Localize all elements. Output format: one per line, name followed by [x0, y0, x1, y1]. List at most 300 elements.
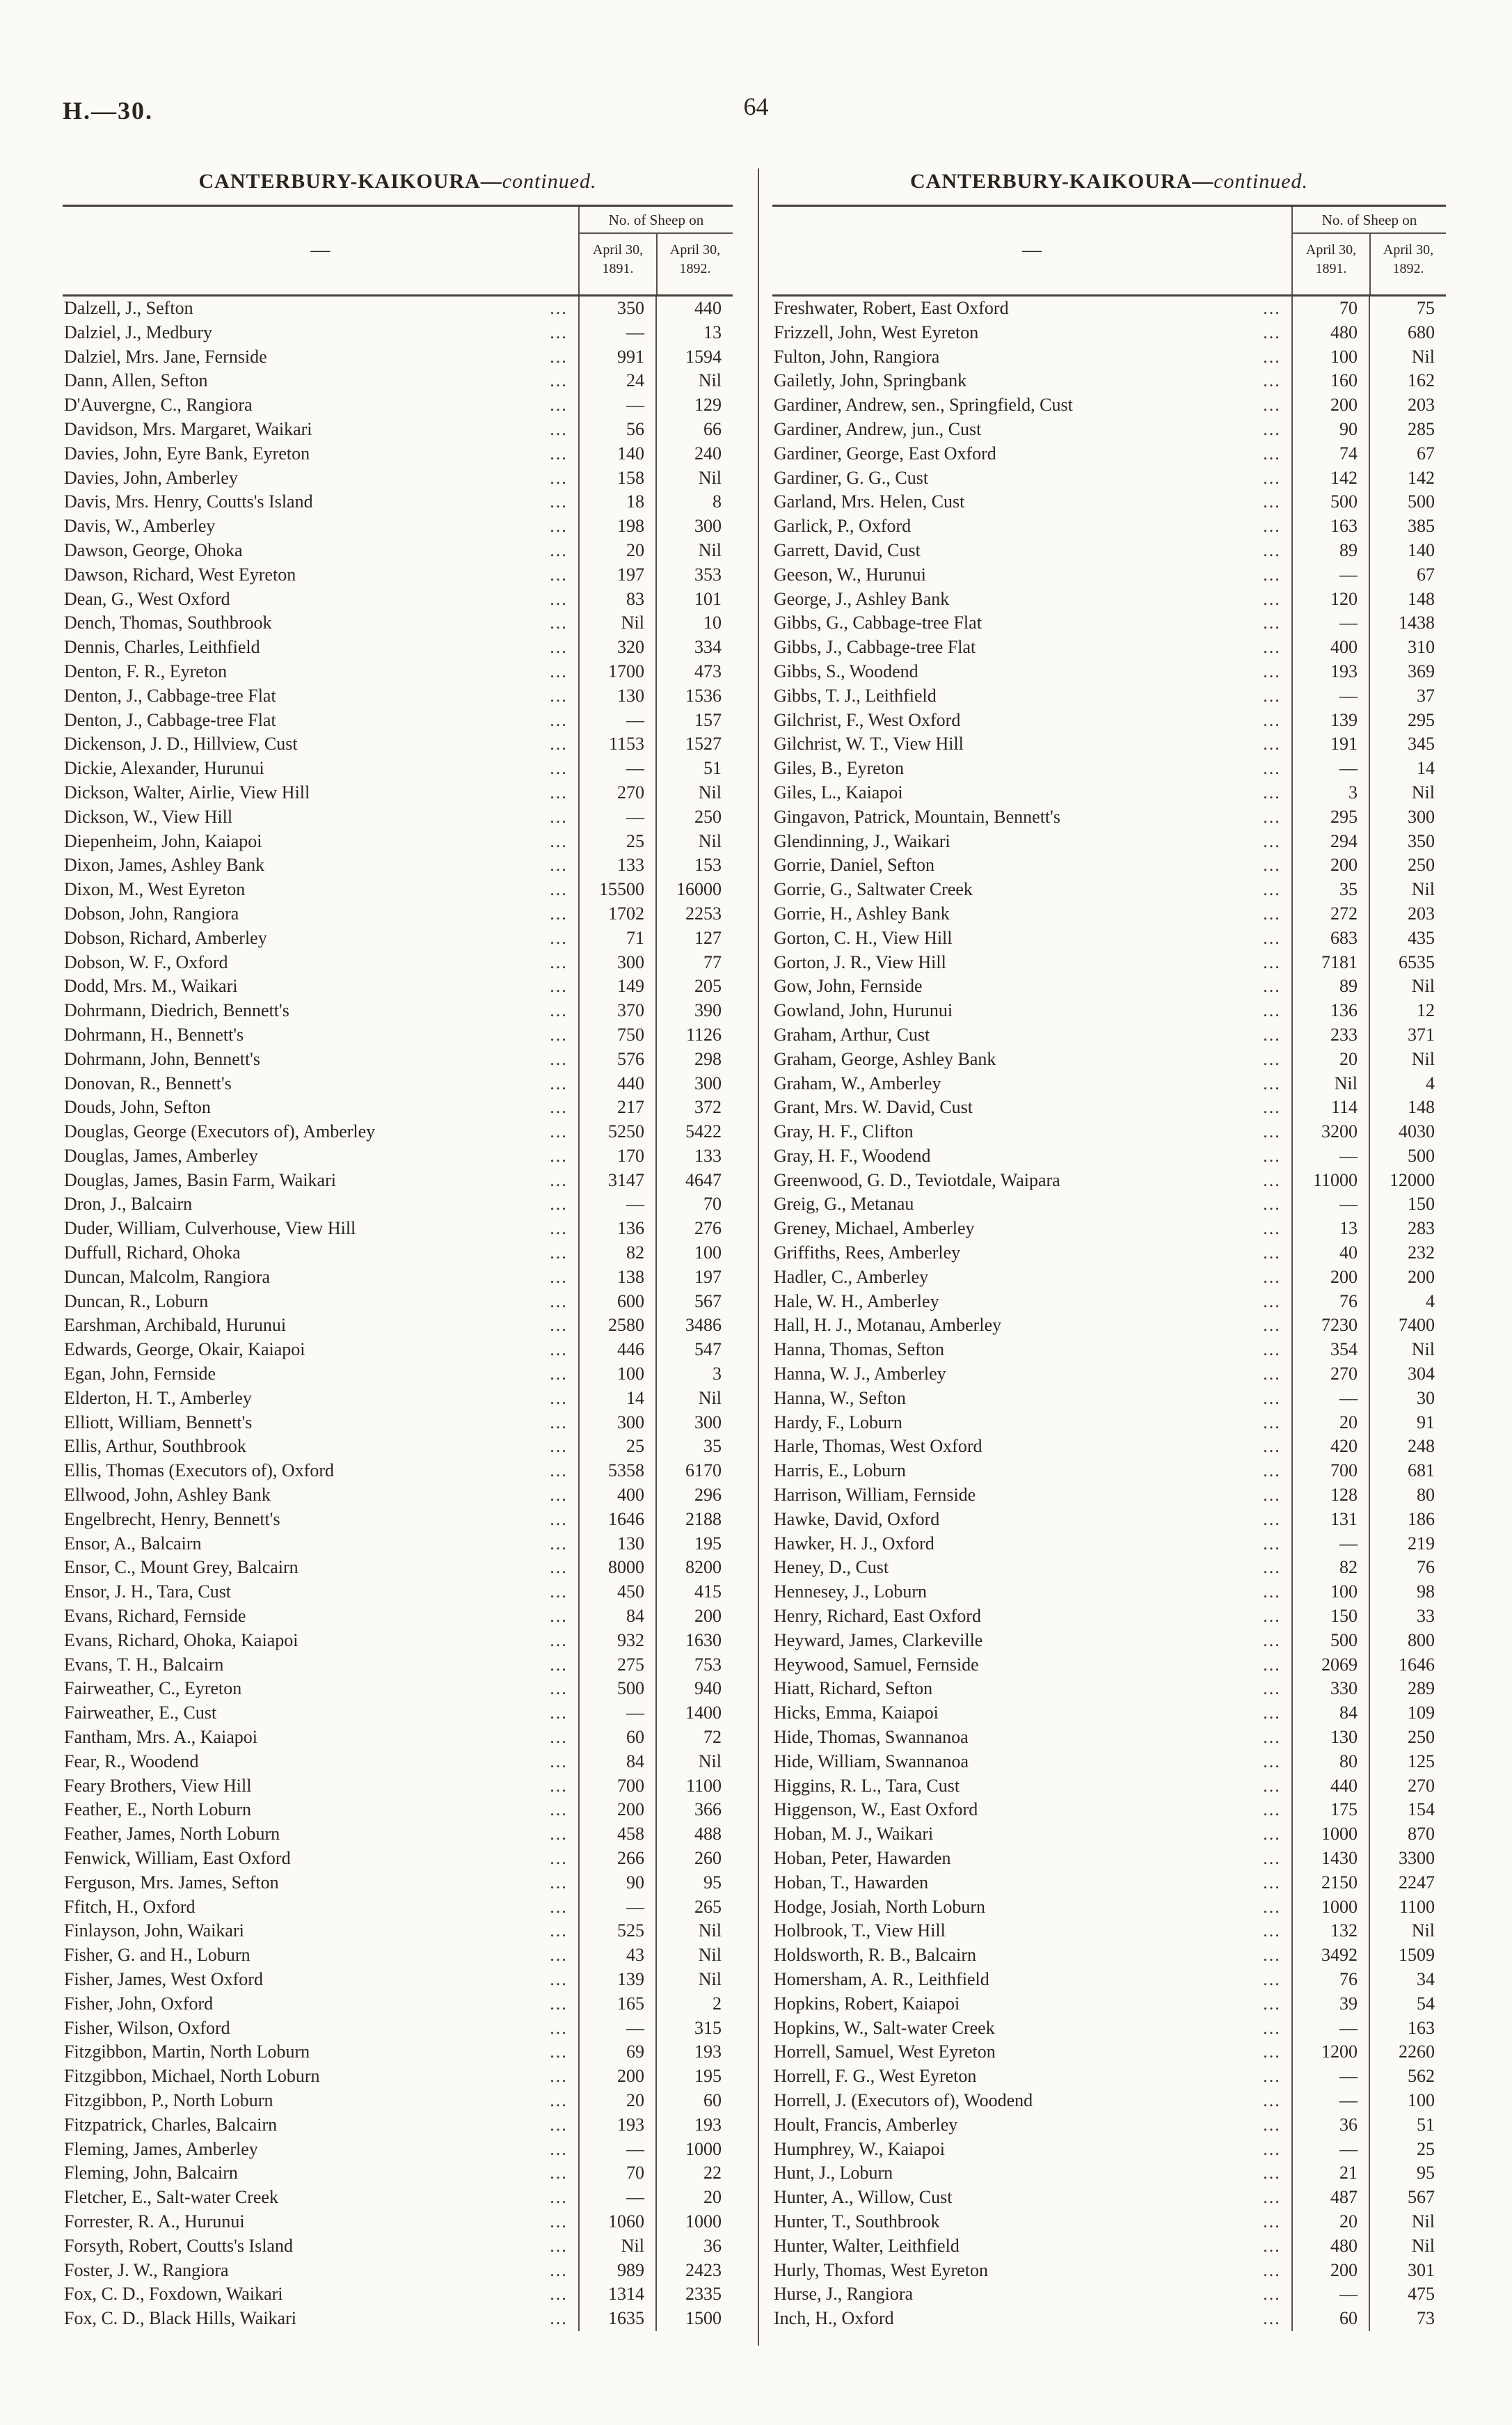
sheep-count-1892: 310: [1369, 635, 1446, 660]
dot-leader: ...: [550, 1824, 568, 1845]
table-row: [772, 1653, 1446, 1677]
dot-leader: ...: [550, 1339, 568, 1360]
sheep-count-1892: 5422: [655, 1120, 733, 1144]
sheep-count-1892: 20: [655, 2186, 733, 2210]
dot-leader: ...: [1263, 1968, 1281, 1989]
sheep-count-1892: 562: [1369, 2064, 1446, 2089]
table-row: [63, 1968, 733, 1992]
sheep-count-1892: 153: [655, 853, 733, 878]
sheep-count-1892: 2188: [655, 1508, 733, 1532]
owner-name: Horrell, F. G., West Eyreton: [774, 2066, 977, 2087]
owner-name: Gardiner, G. G., Cust: [774, 467, 929, 488]
sheep-count-1892: 1100: [655, 1774, 733, 1799]
sheep-count-1892: Nil: [1369, 2234, 1446, 2259]
dot-leader: ...: [550, 1121, 568, 1142]
sheep-count-1892: 1536: [655, 684, 733, 709]
owner-name: Feather, James, North Loburn: [64, 1824, 280, 1845]
owner-name: Geeson, W., Hurunui: [774, 564, 926, 585]
sheep-count-1891: 60: [578, 1725, 655, 1750]
dot-leader: ...: [550, 1194, 568, 1215]
sheep-count-1891: —: [578, 709, 655, 733]
sheep-count-1891: 500: [578, 1677, 655, 1701]
owner-name: Evans, T. H., Balcairn: [64, 1654, 224, 1675]
sheep-count-1892: 197: [655, 1265, 733, 1290]
sheep-count-1891: 20: [578, 539, 655, 563]
sheep-count-1891: —: [1291, 1532, 1369, 1556]
dot-leader: ...: [1263, 1048, 1281, 1069]
dot-leader: ...: [1263, 758, 1281, 779]
sheep-count-1891: 2069: [1291, 1653, 1369, 1677]
sheep-count-1891: 43: [578, 1943, 655, 1968]
table-row: [772, 1629, 1446, 1653]
dot-leader: ...: [550, 1751, 568, 1771]
dot-leader: ...: [1263, 830, 1281, 851]
dot-leader: ...: [550, 830, 568, 851]
dot-leader: ...: [1263, 1533, 1281, 1554]
sheep-count-1891: 700: [1291, 1459, 1369, 1483]
table-row: [63, 2259, 733, 2283]
sheep-count-1891: Nil: [1291, 1072, 1369, 1096]
sheep-columns-header: [578, 207, 733, 294]
sheep-count-1892: 163: [1369, 2016, 1446, 2041]
table-row: [63, 2234, 733, 2259]
dot-leader: ...: [550, 1290, 568, 1311]
owner-name: Duffull, Richard, Ohoka: [64, 1242, 241, 1263]
sheep-count-1891: 294: [1291, 830, 1369, 854]
sheep-count-1892: 1509: [1369, 1943, 1446, 1968]
sheep-count-1892: Nil: [655, 1919, 733, 1943]
sheep-count-1892: Nil: [1369, 878, 1446, 902]
dot-leader: ...: [550, 734, 568, 755]
dot-leader: ...: [1263, 539, 1281, 560]
table-row: [772, 2040, 1446, 2064]
table-row: [772, 1556, 1446, 1580]
dot-leader: ...: [1263, 2187, 1281, 2208]
table-row: [772, 1532, 1446, 1556]
district-name: CANTERBURY-KAIKOURA—: [909, 170, 1214, 193]
dot-leader: ...: [1263, 370, 1281, 391]
sheep-count-1892: 109: [1369, 1701, 1446, 1725]
sheep-count-1892: 100: [655, 1241, 733, 1265]
sheep-count-1892: 193: [655, 2113, 733, 2138]
dot-leader: ...: [550, 1242, 568, 1263]
dot-leader: ...: [550, 1872, 568, 1893]
dot-leader: ...: [1263, 1824, 1281, 1845]
sheep-count-1891: 74: [1291, 442, 1369, 466]
dot-leader: ...: [1263, 1581, 1281, 1602]
sheep-count-1891: 1430: [1291, 1847, 1369, 1871]
sheep-count-1892: 30: [1369, 1387, 1446, 1411]
dot-leader: ...: [1263, 1848, 1281, 1868]
sheep-count-1892: 2335: [655, 2282, 733, 2307]
sheep-count-1892: Nil: [655, 830, 733, 854]
table-row: [772, 1169, 1446, 1193]
sheep-count-1891: 330: [1291, 1677, 1369, 1701]
sheep-count-1892: 12000: [1369, 1169, 1446, 1193]
dot-leader: ...: [550, 2235, 568, 2256]
table-row: [63, 1677, 733, 1701]
dot-leader: ...: [550, 491, 568, 512]
dot-leader: ...: [550, 1654, 568, 1675]
continued-label: continued.: [502, 170, 597, 193]
table-row: [63, 297, 733, 321]
sheep-count-1891: —: [578, 2186, 655, 2210]
owner-name: Henry, Richard, East Oxford: [774, 1606, 981, 1627]
sheep-count-1892: 289: [1369, 1677, 1446, 1701]
sheep-count-1891: 40: [1291, 1241, 1369, 1265]
sheep-count-1892: 203: [1369, 902, 1446, 926]
sheep-count-1891: 60: [1291, 2307, 1369, 2331]
sheep-count-1892: 219: [1369, 1532, 1446, 1556]
sheep-count-1892: 37: [1369, 684, 1446, 709]
owner-name: Humphrey, W., Kaiapoi: [774, 2138, 945, 2159]
table-row: [772, 805, 1446, 830]
table-row: [63, 539, 733, 563]
dot-leader: ...: [1263, 661, 1281, 681]
sheep-count-1891: 8000: [578, 1556, 655, 1580]
sheep-count-1892: Nil: [655, 369, 733, 393]
dot-leader: ...: [1263, 418, 1281, 439]
table-row: [772, 709, 1446, 733]
sheep-count-1892: 1438: [1369, 611, 1446, 635]
owner-name: Dixon, M., West Eyreton: [64, 879, 246, 900]
dot-leader: ...: [550, 951, 568, 972]
sheep-count-1892: 260: [655, 1847, 733, 1871]
sheep-count-1892: 800: [1369, 1629, 1446, 1653]
sheep-count-1891: 295: [1291, 805, 1369, 830]
district-name: CANTERBURY-KAIKOURA—: [198, 170, 502, 193]
sheep-count-1891: 163: [1291, 514, 1369, 539]
sheep-count-1892: 390: [655, 999, 733, 1023]
owner-name: Gardiner, Andrew, sen., Springfield, Cust: [774, 395, 1073, 416]
table-header: [63, 205, 733, 297]
dot-leader: ...: [550, 1412, 568, 1432]
table-row: [772, 853, 1446, 878]
dot-leader: ...: [1263, 1945, 1281, 1966]
sheep-count-1891: 932: [578, 1629, 655, 1653]
table-row: [63, 709, 733, 733]
sheep-count-1892: 1500: [655, 2307, 733, 2331]
dot-leader: ...: [1263, 322, 1281, 342]
sheep-count-1891: 3492: [1291, 1943, 1369, 1968]
table-row: [63, 1943, 733, 1968]
owner-name: Denton, F. R., Eyreton: [64, 661, 228, 681]
column-title: [772, 170, 1446, 193]
dot-leader: ...: [550, 1485, 568, 1506]
table-row: [63, 2138, 733, 2162]
sheep-count-1892: 98: [1369, 1580, 1446, 1604]
sheep-count-1891: —: [1291, 1144, 1369, 1169]
table-row: [772, 732, 1446, 757]
table-row: [772, 1072, 1446, 1096]
owner-name: Fox, C. D., Black Hills, Waikari: [64, 2308, 296, 2329]
sheep-count-1892: 203: [1369, 393, 1446, 418]
dot-leader: ...: [550, 1581, 568, 1602]
sheep-count-1891: 130: [578, 684, 655, 709]
owner-name: Hurly, Thomas, West Eyreton: [774, 2259, 988, 2280]
table-row: [63, 805, 733, 830]
sheep-count-1891: 446: [578, 1338, 655, 1362]
owner-name: Gilchrist, W. T., View Hill: [774, 734, 964, 755]
sheep-count-1892: 140: [1369, 539, 1446, 563]
sheep-count-1892: 67: [1369, 563, 1446, 587]
table-row: [63, 1508, 733, 1532]
table-row: [772, 781, 1446, 805]
sheep-count-1892: 440: [655, 297, 733, 321]
sheep-count-1891: 138: [578, 1265, 655, 1290]
owner-name: Evans, Richard, Fernside: [64, 1606, 246, 1627]
table-row: [772, 539, 1446, 563]
owner-name: Gowland, John, Hurunui: [774, 1000, 953, 1021]
sheep-count-1891: 300: [578, 951, 655, 975]
right-column: [772, 170, 1446, 2331]
table-row: [63, 902, 733, 926]
sheep-count-1891: 89: [1291, 539, 1369, 563]
sheep-count-1891: 35: [1291, 878, 1369, 902]
dot-leader: ...: [550, 2211, 568, 2232]
sheep-count-1892: 95: [1369, 2161, 1446, 2186]
owner-name: Dobson, Richard, Amberley: [64, 927, 267, 948]
dot-leader: ...: [1263, 2090, 1281, 2110]
sheep-count-1892: 232: [1369, 1241, 1446, 1265]
dot-leader: ...: [1263, 491, 1281, 512]
sheep-count-1892: 4030: [1369, 1120, 1446, 1144]
table-row: [772, 1725, 1446, 1750]
sheep-count-1892: 334: [655, 635, 733, 660]
sheep-count-1892: 193: [655, 2040, 733, 2064]
dot-leader: ...: [550, 976, 568, 997]
sheep-count-1891: 80: [1291, 1750, 1369, 1774]
sheep-count-1891: 18: [578, 490, 655, 514]
dot-leader: ...: [1263, 2259, 1281, 2280]
dot-leader: ...: [1263, 1629, 1281, 1650]
table-row: [63, 1919, 733, 1943]
owner-name: Davidson, Mrs. Margaret, Waikari: [64, 418, 312, 439]
sheep-count-1892: 60: [655, 2089, 733, 2113]
sheep-count-1892: 3: [655, 1362, 733, 1387]
dot-leader: ...: [550, 1993, 568, 2014]
table-row: [63, 2113, 733, 2138]
sheep-count-1892: 2423: [655, 2259, 733, 2283]
table-row: [63, 1362, 733, 1387]
sheep-count-1891: 272: [1291, 902, 1369, 926]
table-row: [772, 1048, 1446, 1072]
table-row: [63, 684, 733, 709]
table-row: [772, 1992, 1446, 2016]
owner-name: Grant, Mrs. W. David, Cust: [774, 1097, 973, 1118]
table-row: [63, 1048, 733, 1072]
sheep-count-1891: 458: [578, 1822, 655, 1847]
dot-leader: ...: [1263, 2308, 1281, 2329]
sheep-count-1892: 296: [655, 1483, 733, 1508]
sheep-count-1892: 2247: [1369, 1871, 1446, 1895]
owner-name: Fear, R., Woodend: [64, 1751, 199, 1771]
table-row: [772, 2064, 1446, 2089]
owner-name: Hunter, Walter, Leithfield: [774, 2235, 960, 2256]
sheep-count-1892: 301: [1369, 2259, 1446, 2283]
owner-name: Gorrie, Daniel, Sefton: [774, 855, 935, 876]
dot-leader: ...: [1263, 1654, 1281, 1675]
owner-name: Horrell, Samuel, West Eyreton: [774, 2041, 996, 2062]
sheep-count-1892: 200: [655, 1604, 733, 1629]
dot-leader: ...: [1263, 1194, 1281, 1215]
sheep-count-1892: Nil: [1369, 1338, 1446, 1362]
dot-leader: ...: [550, 1920, 568, 1941]
owner-name: Davies, John, Eyre Bank, Eyreton: [64, 443, 310, 464]
owner-name: Duncan, Malcolm, Rangiora: [64, 1266, 271, 1287]
sheep-count-1891: 100: [578, 1362, 655, 1387]
dot-leader: ...: [1263, 1315, 1281, 1336]
owner-name: Dawson, Richard, West Eyreton: [64, 564, 296, 585]
table-row: [772, 2234, 1446, 2259]
sheep-count-1892: 195: [655, 2064, 733, 2089]
owner-name: Horrell, J. (Executors of), Woodend: [774, 2090, 1033, 2110]
dot-leader: ...: [1263, 976, 1281, 997]
sheep-count-1892: 298: [655, 1048, 733, 1072]
sheep-count-1891: 450: [578, 1580, 655, 1604]
table-row: [63, 757, 733, 781]
sheep-count-1891: 266: [578, 1847, 655, 1871]
dot-leader: ...: [1263, 2211, 1281, 2232]
sheep-count-1892: 142: [1369, 466, 1446, 491]
table-row: [772, 587, 1446, 612]
sheep-count-1892: 371: [1369, 1023, 1446, 1048]
sheep-count-1891: 36: [1291, 2113, 1369, 2138]
sheep-count-1891: 170: [578, 1144, 655, 1169]
sheep-count-1891: 197: [578, 563, 655, 587]
owner-name: Douglas, George (Executors of), Amberley: [64, 1121, 376, 1142]
owner-name: Hanna, W. J., Amberley: [774, 1364, 946, 1384]
sheep-count-1891: 82: [1291, 1556, 1369, 1580]
sheep-count-1892: Nil: [1369, 1048, 1446, 1072]
sheep-count-1892: 295: [1369, 709, 1446, 733]
sheep-count-1891: 1000: [1291, 1895, 1369, 1920]
sheep-count-1892: 67: [1369, 442, 1446, 466]
table-row: [63, 1750, 733, 1774]
sheep-count-1891: —: [1291, 2016, 1369, 2041]
table-row: [63, 1725, 733, 1750]
sheep-count-1892: 72: [655, 1725, 733, 1750]
dot-leader: ...: [550, 855, 568, 876]
sheep-count-1891: —: [578, 2016, 655, 2041]
center-column-divider: [758, 168, 759, 2346]
sheep-count-1891: 133: [578, 853, 655, 878]
owner-name: Hoban, Peter, Hawarden: [774, 1848, 951, 1868]
col-header-1892: April 30, 1892.: [656, 234, 733, 294]
table-row: [772, 1822, 1446, 1847]
sheep-count-1891: —: [1291, 2089, 1369, 2113]
sheep-count-1891: 158: [578, 466, 655, 491]
sheep-count-1891: 440: [578, 1072, 655, 1096]
sheep-count-1891: 7181: [1291, 951, 1369, 975]
table-row: [63, 587, 733, 612]
table-row: [63, 1144, 733, 1169]
owner-name: Dixon, James, Ashley Bank: [64, 855, 265, 876]
sheep-count-1892: 25: [1369, 2138, 1446, 2162]
owner-name: Denton, J., Cabbage-tree Flat: [64, 709, 276, 730]
owner-name: Feather, E., North Loburn: [64, 1799, 252, 1820]
sheep-count-1891: 1060: [578, 2210, 655, 2234]
sheep-count-1892: 473: [655, 660, 733, 684]
sheep-count-1891: 25: [578, 1435, 655, 1459]
sheep-count-1891: 200: [1291, 2259, 1369, 2283]
dot-leader: ...: [550, 1097, 568, 1118]
sheep-count-1892: 547: [655, 1338, 733, 1362]
dot-leader: ...: [550, 685, 568, 706]
sheep-count-1892: 3300: [1369, 1847, 1446, 1871]
sheep-count-1892: 475: [1369, 2282, 1446, 2307]
owner-name: Ferguson, Mrs. James, Sefton: [64, 1872, 279, 1893]
table-row: [63, 1169, 733, 1193]
sheep-count-1892: 240: [655, 442, 733, 466]
sheep-count-1891: 1153: [578, 732, 655, 757]
dot-leader: ...: [1263, 709, 1281, 730]
sheep-count-1892: 680: [1369, 321, 1446, 345]
table-row: [772, 1508, 1446, 1532]
sheep-count-1892: 2253: [655, 902, 733, 926]
sheep-count-1891: 233: [1291, 1023, 1369, 1048]
table-row: [63, 1387, 733, 1411]
sheep-count-1891: 350: [578, 297, 655, 321]
dot-leader: ...: [1263, 2284, 1281, 2305]
table-row: [63, 1313, 733, 1338]
owner-name: Freshwater, Robert, East Oxford: [774, 298, 1009, 318]
table-row: [63, 1847, 733, 1871]
sheep-count-1891: 84: [1291, 1701, 1369, 1725]
dot-leader: ...: [1263, 782, 1281, 803]
owner-name: Hall, H. J., Motanau, Amberley: [774, 1315, 1002, 1336]
sheep-count-1892: 14: [1369, 757, 1446, 781]
sheep-count-1891: 175: [1291, 1798, 1369, 1822]
owner-name: Harris, E., Loburn: [774, 1460, 906, 1481]
table-row: [63, 321, 733, 345]
dot-leader: ...: [550, 1048, 568, 1069]
table-row: [63, 1701, 733, 1725]
table-row: [63, 1822, 733, 1847]
sheep-count-1891: 100: [1291, 1580, 1369, 1604]
owner-name: Davis, Mrs. Henry, Coutts's Island: [64, 491, 313, 512]
sheep-count-1892: 372: [655, 1096, 733, 1120]
table-row: [63, 369, 733, 393]
table-row: [772, 2161, 1446, 2186]
owner-name: Gorton, J. R., View Hill: [774, 951, 946, 972]
dot-leader: ...: [1263, 1387, 1281, 1408]
sheep-count-1891: —: [578, 1895, 655, 1920]
owner-name: Gorrie, H., Ashley Bank: [774, 903, 950, 924]
owner-name: Hicks, Emma, Kaiapoi: [774, 1703, 939, 1723]
owner-name: Dalziel, J., Medbury: [64, 322, 213, 342]
table-row: [63, 1290, 733, 1314]
sheep-count-1891: 200: [1291, 853, 1369, 878]
dot-leader: ...: [550, 661, 568, 681]
owner-name: Fleming, John, Balcairn: [64, 2163, 238, 2183]
dot-leader: ...: [1263, 516, 1281, 537]
sheep-count-1892: 101: [655, 587, 733, 612]
table-row: [772, 1483, 1446, 1508]
table-row: [772, 660, 1446, 684]
owner-name: Hodge, Josiah, North Loburn: [774, 1896, 986, 1917]
owner-name: Ellwood, John, Ashley Bank: [64, 1485, 271, 1506]
sheep-count-1891: 70: [578, 2161, 655, 2186]
owner-name: Ellis, Arthur, Southbrook: [64, 1436, 246, 1457]
sheep-count-1892: Nil: [655, 781, 733, 805]
sheep-count-1891: 487: [1291, 2186, 1369, 2210]
sheep-count-1892: 129: [655, 393, 733, 418]
table-row: [772, 2138, 1446, 2162]
dot-leader: ...: [1263, 1339, 1281, 1360]
sheep-count-1892: 162: [1369, 369, 1446, 393]
sheep-count-1891: 200: [1291, 1265, 1369, 1290]
